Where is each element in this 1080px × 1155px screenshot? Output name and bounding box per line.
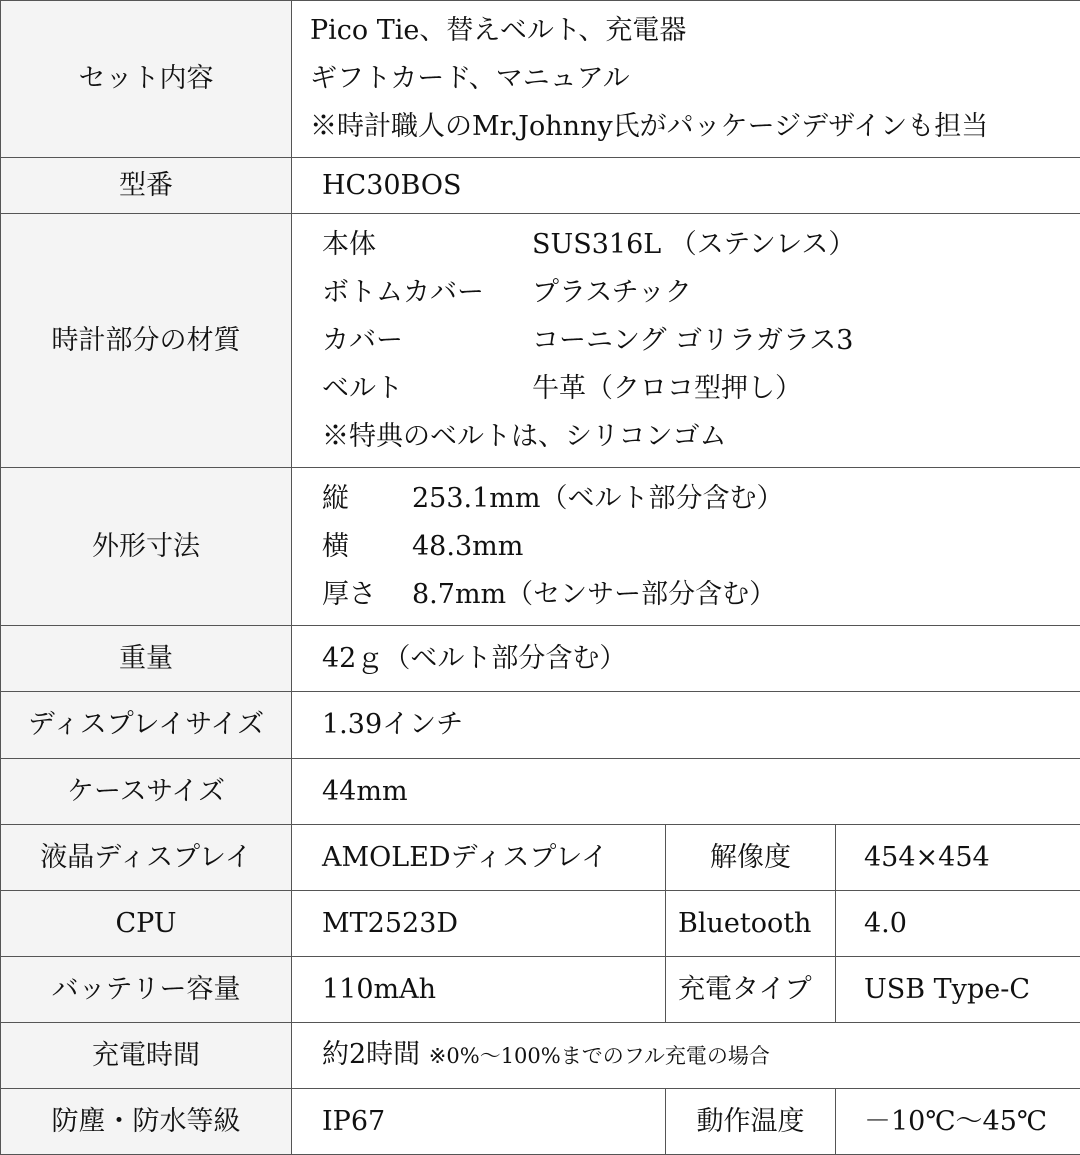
label-cpu: CPU xyxy=(1,891,292,957)
value-set-contents xyxy=(292,1,1080,158)
row-charge-time xyxy=(1,1023,1080,1089)
charge-time-note: ※0%～100%までのフル充電の場合 xyxy=(429,1044,770,1068)
value-protection: IP67 xyxy=(292,1089,666,1155)
material-item xyxy=(322,317,1080,365)
label-lcd: 液晶ディスプレイ xyxy=(1,825,292,891)
material-item xyxy=(322,365,1080,413)
dimension-value: 8.7mm（センサー部分含む） xyxy=(412,571,776,619)
label-set-contents: セット内容 xyxy=(1,1,292,158)
label-dimensions: 外形寸法 xyxy=(1,468,292,626)
dimension-key: 縦 xyxy=(322,475,412,523)
value-charge-type: USB Type-C xyxy=(836,957,1080,1023)
label-material: 時計部分の材質 xyxy=(1,214,292,468)
charge-time-value: 約2時間 xyxy=(322,1039,420,1070)
row-case-size xyxy=(1,759,1080,825)
value-resolution: 454×454 xyxy=(836,825,1080,891)
label-weight: 重量 xyxy=(1,626,292,692)
row-protection xyxy=(1,1089,1080,1155)
value-dimensions xyxy=(292,468,1080,626)
material-key: 本体 xyxy=(322,221,532,269)
row-model xyxy=(1,158,1080,214)
dimension-key: 横 xyxy=(322,523,412,571)
value-battery: 110mAh xyxy=(292,957,666,1023)
dimension-key: 厚さ xyxy=(322,571,412,619)
set-line: ギフトカード、マニュアル xyxy=(310,55,1080,103)
value-cpu: MT2523D xyxy=(292,891,666,957)
material-item xyxy=(322,221,1080,269)
label-model: 型番 xyxy=(1,158,292,214)
row-display-size xyxy=(1,692,1080,759)
label-battery: バッテリー容量 xyxy=(1,957,292,1023)
label-operating-temp: 動作温度 xyxy=(666,1089,836,1155)
row-cpu xyxy=(1,891,1080,957)
row-dimensions xyxy=(1,468,1080,626)
value-charge-time xyxy=(292,1023,1080,1089)
dimension-item xyxy=(322,571,1080,619)
dimension-value: 253.1mm（ベルト部分含む） xyxy=(412,475,784,523)
row-weight xyxy=(1,626,1080,692)
value-lcd: AMOLEDディスプレイ xyxy=(292,825,666,891)
value-bluetooth: 4.0 xyxy=(836,891,1080,957)
material-item xyxy=(322,269,1080,317)
row-lcd xyxy=(1,825,1080,891)
row-battery xyxy=(1,957,1080,1023)
dimension-item xyxy=(322,475,1080,523)
set-line: Pico Tie、替えベルト、充電器 xyxy=(310,7,1080,55)
material-key: カバー xyxy=(322,317,532,365)
value-material xyxy=(292,214,1080,468)
material-note: ※特典のベルトは、シリコンゴム xyxy=(322,413,1080,461)
value-operating-temp: －10℃～45℃ xyxy=(836,1089,1080,1155)
material-value: プラスチック xyxy=(532,269,692,317)
value-case-size: 44mm xyxy=(292,759,1080,825)
row-material xyxy=(1,214,1080,468)
row-set-contents xyxy=(1,1,1080,158)
label-charge-time: 充電時間 xyxy=(1,1023,292,1089)
material-key: ベルト xyxy=(322,365,532,413)
label-display-size: ディスプレイサイズ xyxy=(1,692,292,759)
dimension-item xyxy=(322,523,1080,571)
label-case-size: ケースサイズ xyxy=(1,759,292,825)
value-model: HC30BOS xyxy=(292,158,1080,214)
material-value: 牛革（クロコ型押し） xyxy=(532,365,802,413)
label-charge-type: 充電タイプ xyxy=(666,957,836,1023)
material-value: SUS316L （ステンレス） xyxy=(532,221,855,269)
label-protection: 防塵・防水等級 xyxy=(1,1089,292,1155)
dimension-value: 48.3mm xyxy=(412,523,523,571)
value-weight: 42ｇ（ベルト部分含む） xyxy=(292,626,1080,692)
label-bluetooth: Bluetooth xyxy=(666,891,836,957)
material-key: ボトムカバー xyxy=(322,269,532,317)
label-resolution: 解像度 xyxy=(666,825,836,891)
material-value: コーニング ゴリラガラス3 xyxy=(532,317,853,365)
value-display-size: 1.39インチ xyxy=(292,692,1080,759)
set-line: ※時計職人のMr.Johnny氏がパッケージデザインも担当 xyxy=(310,103,1080,151)
